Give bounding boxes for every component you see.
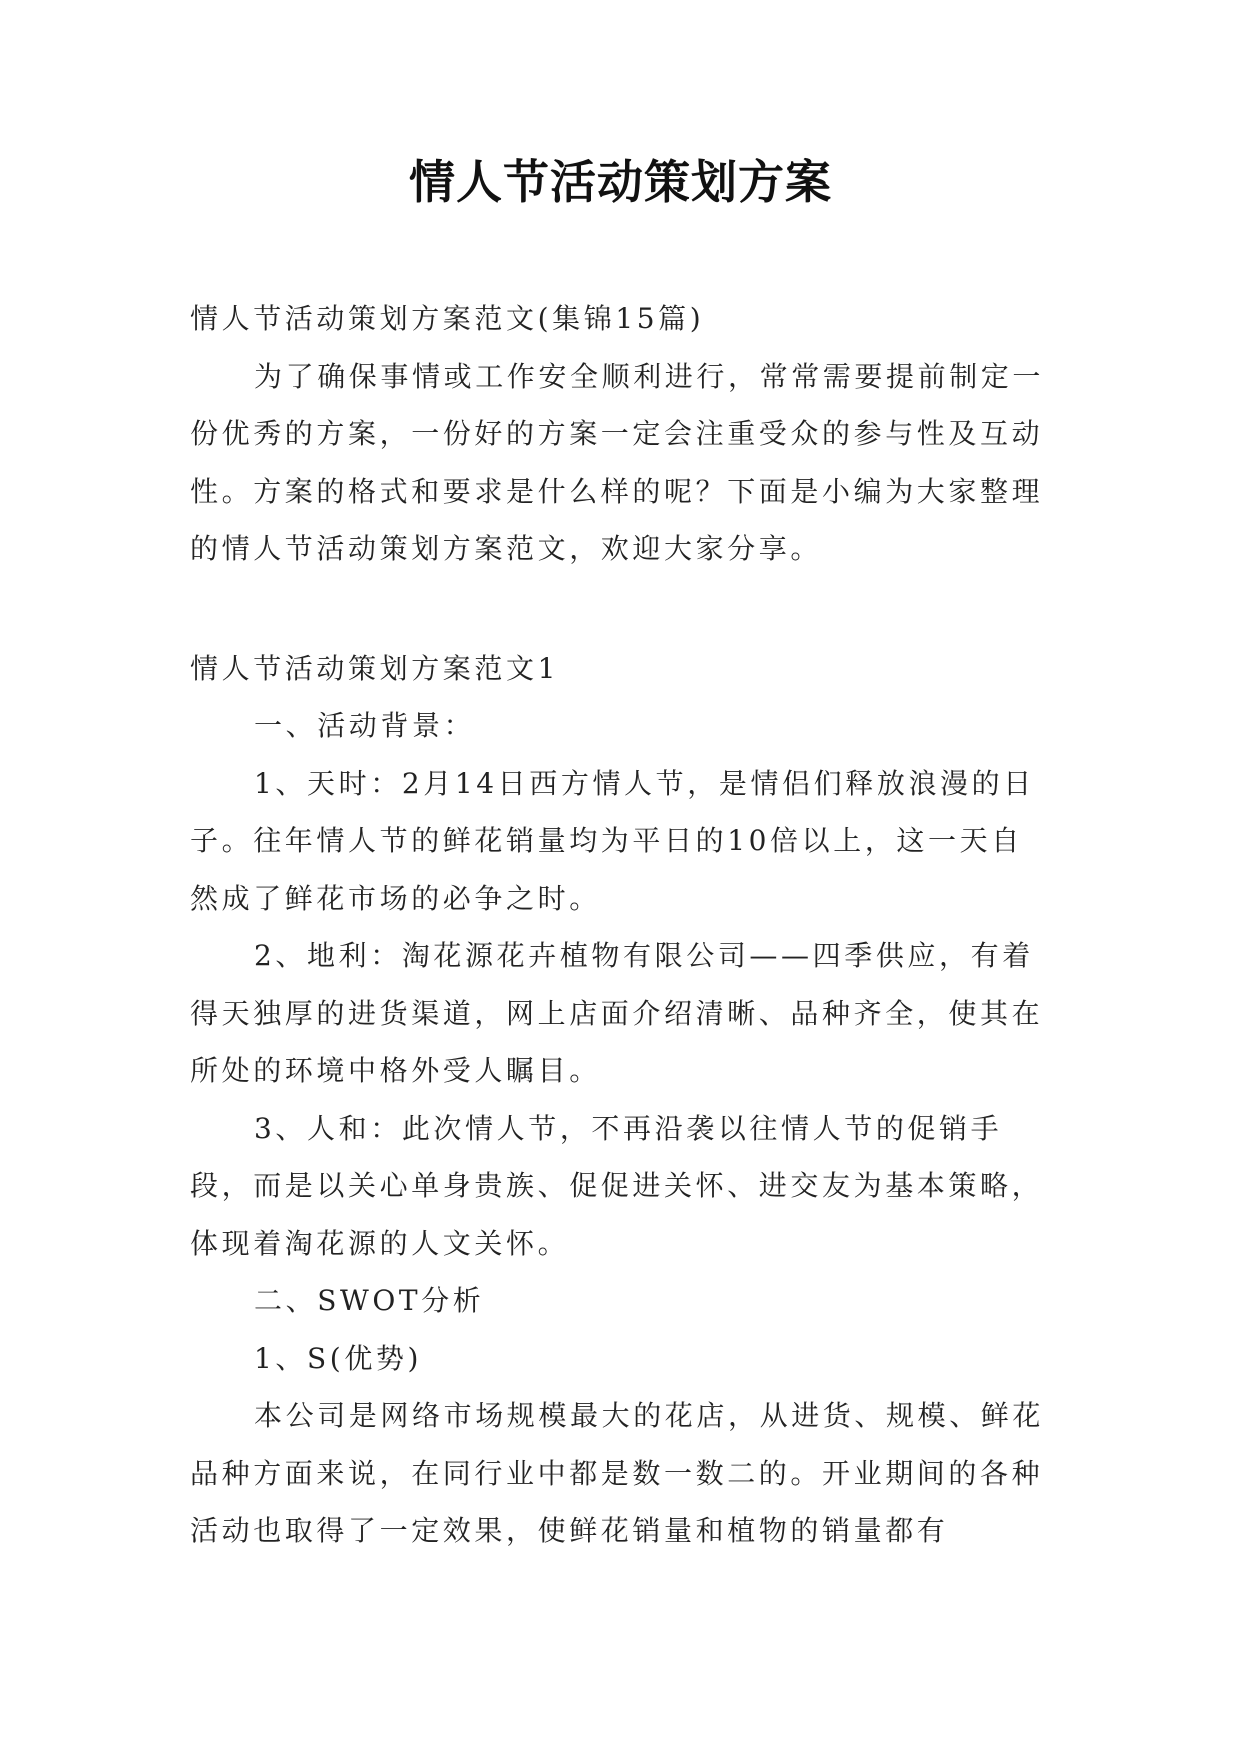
paragraph-dili: 2、地利：淘花源花卉植物有限公司——四季供应，有着得天独厚的进货渠道，网上店面介绍清晰、品种齐全，使其在所处的环境中格外受人瞩目。: [190, 939, 1044, 1087]
paragraph-strength: 本公司是网络市场规模最大的花店，从进货、规模、鲜花品种方面来说，在同行业中都是数一数二的。开业期间的各种活动也取得了一定效果，使鲜花销量和植物的销量都有: [190, 1399, 1045, 1547]
document-body: [190, 290, 1052, 1560]
heading-swot: 二、SWOT分析: [254, 1284, 485, 1317]
paragraph-spacer: [190, 578, 1052, 640]
heading-activity-background: 一、活动背景：: [254, 709, 476, 742]
intro-paragraph: 为了确保事情或工作安全顺利进行，常常需要提前制定一份优秀的方案，一份好的方案一定会注重受众的参与性及互动性。方案的格式和要求是什么样的呢？下面是小编为大家整理的情人节活动策划方案范文，欢迎大家分享。: [190, 359, 1045, 565]
sub-heading-strength: 1、S(优势): [254, 1341, 423, 1375]
document-subtitle: 情人节活动策划方案范文(集锦15篇): [190, 302, 705, 335]
document-title: 情人节活动策划方案: [409, 155, 832, 209]
paragraph-renhe: 3、人和：此次情人节，不再沿袭以往情人节的促销手段，而是以关心单身贵族、促促进关怀、进交友为基本策略，体现着淘花源的人文关怀。: [190, 1111, 1044, 1260]
paragraph-tianshi: 1、天时：2月14日西方情人节，是情侣们释放浪漫的日子。往年情人节的鲜花销量均为平日的10倍以上，这一天自然成了鲜花市场的必争之时。: [190, 766, 1035, 915]
section-title: 情人节活动策划方案范文1: [190, 651, 560, 685]
